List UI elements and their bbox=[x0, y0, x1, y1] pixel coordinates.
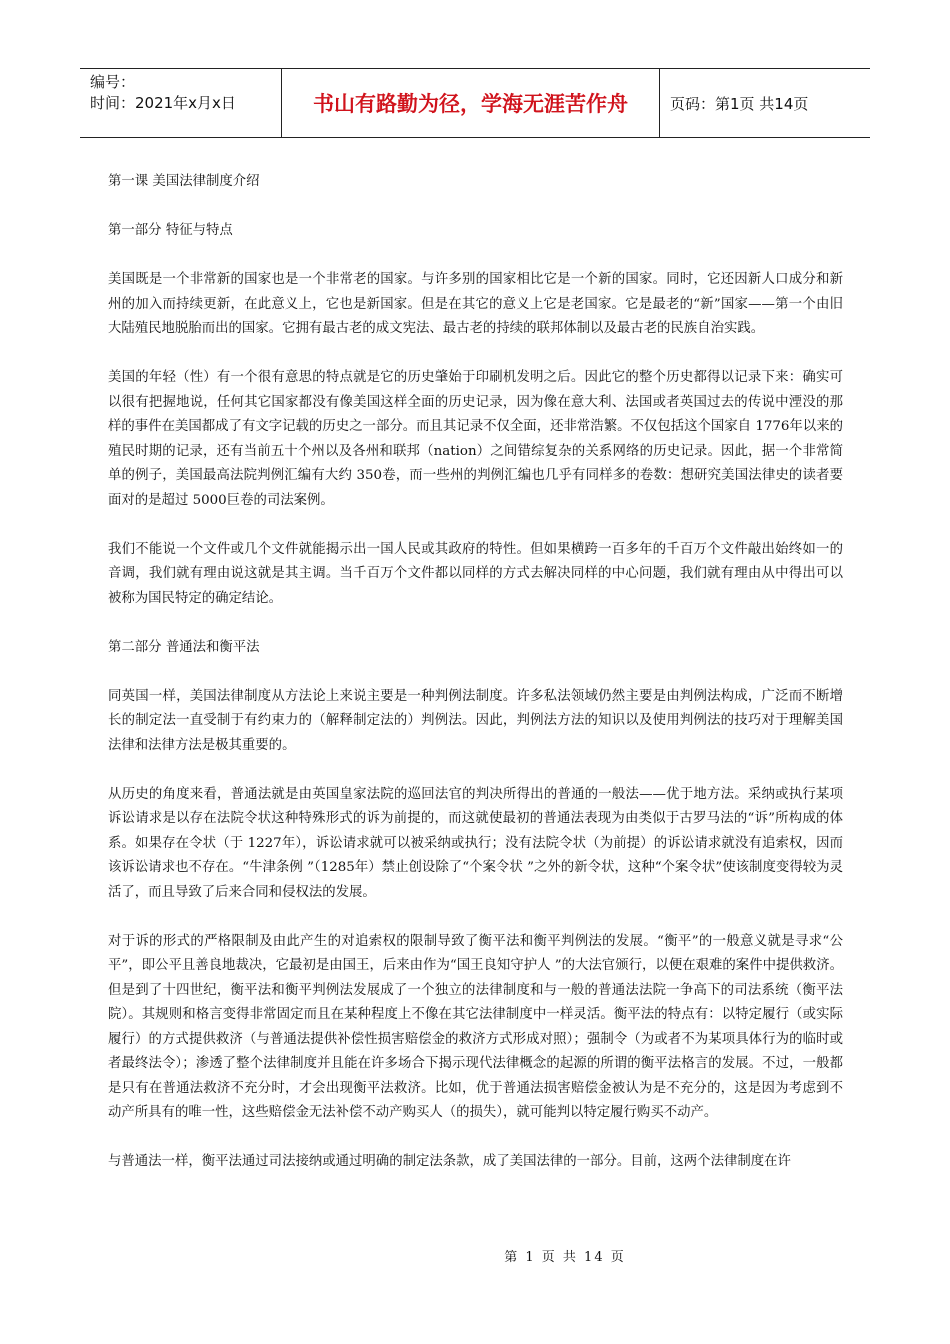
paragraph: 美国的年轻（性）有一个很有意思的特点就是它的历史肇始于印刷机发明之后。因此它的整个历史都得以记录下来：确实可以很有把握地说，任何其它国家都没有像美国这样全面的历史记录，因为像在意大利、法国或者英国过去的传说中湮没的那样的事件在美国都成了有文字记载的历史之一部分。而且其记录不仅全面，还非常浩繁。不仅包括这个国家自 1776年以来的殖民时期的记录，还有当前五十个州以及各州和联邦（nation）之间错综复杂的关系网络的历史记录。因此，据一个非常简单的例子，美国最高法院判例汇编有大约 350卷，而一些州的判例汇编也几乎有同样多的卷数：想研究美国法律史的读者要面对的是超过 5000巨卷的司法案例。 bbox=[108, 370, 843, 508]
lesson-title: 第一课 美国法律制度介绍 bbox=[108, 174, 260, 189]
paragraph: 美国既是一个非常新的国家也是一个非常老的国家。与许多别的国家相比它是一个新的国家。同时，它还因新人口成分和新州的加入而持续更新，在此意义上，它也是新国家。但是在其它的意义上它是老国家。它是最老的“新”国家——第一个由旧大陆殖民地脱胎而出的国家。它拥有最古老的成文宪法、最古老的持续的联邦体制以及最古老的民族自治实践。 bbox=[108, 272, 843, 336]
header-page-info: 页码：第1页 共14页 bbox=[670, 94, 809, 113]
header-motto: 书山有路勤为径，学海无涯苦作舟 bbox=[282, 69, 660, 137]
part1-title: 第一部分 特征与特点 bbox=[108, 223, 233, 238]
part2-title: 第二部分 普通法和衡平法 bbox=[108, 639, 260, 655]
paragraph: 我们不能说一个文件或几个文件就能揭示出一国人民或其政府的特性。但如果横跨一百多年的千百万个文件敲出始终如一的音调，我们就有理由说这就是其主调。当千百万个文件都以同样的方式去解决同样的中心问题，我们就有理由从中得出可以被称为国民特定的确定结论。 bbox=[108, 541, 843, 606]
document-number-label: 编号： bbox=[90, 73, 136, 91]
paragraph: 同英国一样，美国法律制度从方法论上来说主要是一种判例法制度。许多私法领域仍然主要是由判例法构成，广泛而不断增长的制定法一直受制于有约束力的（解释制定法的）判例法。因此，判例法方法的知识以及使用判例法的技巧对于理解美国法律和法律方法是极其重要的。 bbox=[108, 688, 843, 753]
paragraph: 对于诉的形式的严格限制及由此产生的对追索权的限制导致了衡平法和衡平判例法的发展。“衡平”的一般意义就是寻求“公平”，即公平且善良地裁决，它最初是由国王，后来由作为“国王良知守护人 ”的大法官颁行，以便在艰难的案件中提供救济。但是到了十四世纪，衡平法和衡平判例法发展成了一个独立的法律制度和与一般的普通法法院一争高下的司法系统（衡平法院）。其规则和格言变得非常固定而且在某种程度上不像在其它法律制度中一样灵活。衡平法的特点有：以特定履行（或实际履行）的方式提供救济（与普通法提供补偿性损害赔偿金的救济方式形成对照）；强制令（为或者不为某项具体行为的临时或者最终法令）；渗透了整个法律制度并且能在许多场合下揭示现代法律概念的起源的所谓的衡平法格言的发展。不过，一般都是只有在普通法救济不充分时，才会出现衡平法救济。比如，优于普通法损害赔偿金被认为是不充分的，这是因为考虑到不动产所具有的唯一性，这些赔偿金无法补偿不动产购买人（的损失），就可能判以特定履行购买不动产。 bbox=[108, 933, 843, 1120]
document-body bbox=[108, 170, 843, 1199]
document-time-label: 时间：2021年x月x日 bbox=[90, 94, 236, 112]
page-header bbox=[80, 68, 870, 138]
page-footer bbox=[0, 1246, 950, 1265]
footer-page-number: 第 1 页 共 14 页 bbox=[504, 1250, 626, 1265]
paragraph: 从历史的角度来看，普通法就是由英国皇家法院的巡回法官的判决所得出的普通的一般法——优于地方法。采纳或执行某项诉讼请求是以存在法院令状这种特殊形式的诉为前提的，而这就使最初的普通法表现为由类似于古罗马法的“诉”所构成的体系。如果存在令状（于 1227年），诉讼请求就可以被采纳或执行；没有法院令状（为前提）的诉讼请求就没有追索权，因而该诉讼请求也不存在。“牛津条例 ”（1285年）禁止创设除了“个案令状 ”之外的新令状，这种“个案令状”使该制度变得较为灵活了，而且导致了后来合同和侵权法的发展。 bbox=[108, 786, 843, 900]
paragraph: 与普通法一样，衡平法通过司法接纳或通过明确的制定法条款，成了美国法律的一部分。目前，这两个法律制度在许 bbox=[108, 1154, 791, 1169]
header-meta bbox=[80, 69, 282, 137]
